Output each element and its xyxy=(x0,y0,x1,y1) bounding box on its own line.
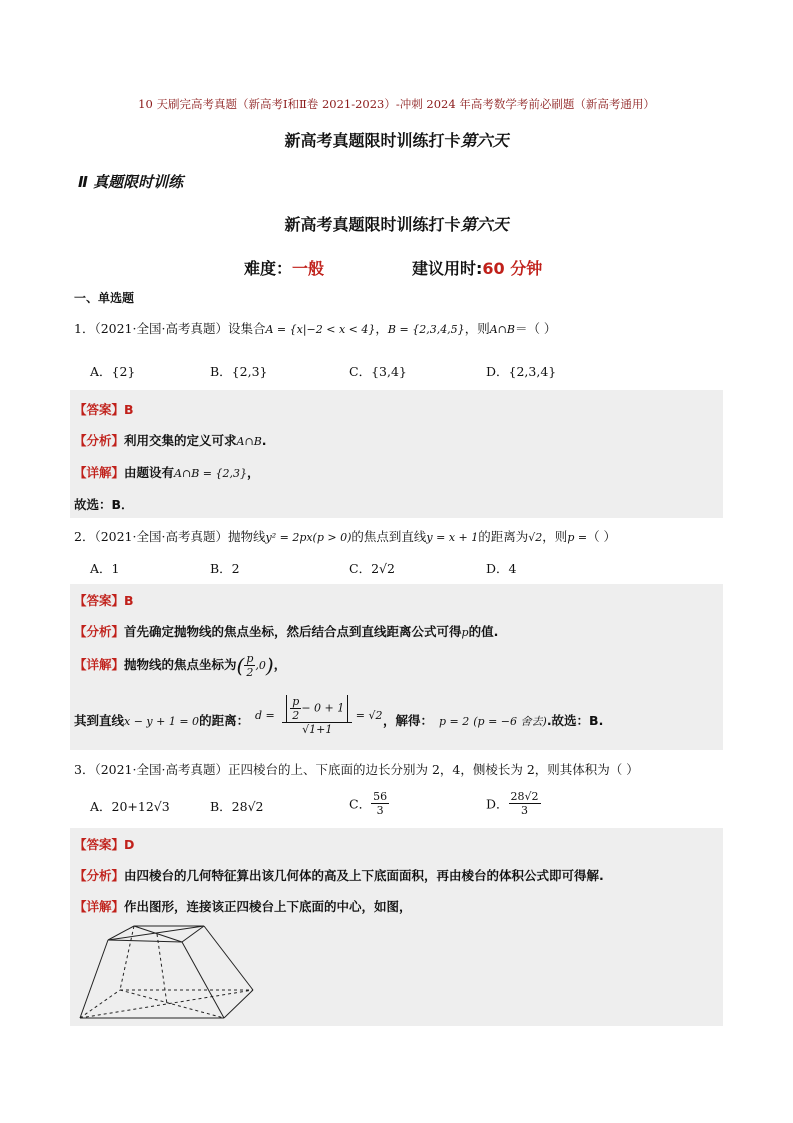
q2-analysis-expr: p xyxy=(461,626,469,639)
q2-d-abs xyxy=(286,695,348,722)
section-title-italic: 第六天 xyxy=(460,215,509,234)
q2-expr-b: y = x + 1 xyxy=(426,531,479,544)
section-title-main: 新高考真题限时训练打卡 xyxy=(284,215,461,234)
difficulty-value: 一般 xyxy=(292,259,325,278)
q2-source: （2021·全国·高考真题） xyxy=(94,529,228,544)
frustum-bottom-diagonal-2-hidden xyxy=(120,990,224,1018)
q2-analysis-tag: 【分析】 xyxy=(74,624,125,639)
q1-set-a: A = {x|−2 < x < 4} xyxy=(265,323,376,336)
q2-analysis xyxy=(74,622,498,640)
q1-answer xyxy=(74,400,134,418)
q2-d-num-tail: − 0 + 1 xyxy=(301,701,345,715)
q2-expr-d: p = xyxy=(567,531,588,544)
q3-option-d-frac xyxy=(509,790,541,817)
q1-analysis-expr: A∩B xyxy=(236,435,262,448)
time-value: 60 分钟 xyxy=(482,259,543,278)
q1-detail xyxy=(74,463,260,481)
q2-line2-a: 其到直线 xyxy=(74,713,125,728)
title-italic: 第六天 xyxy=(460,131,509,150)
q3-c-den: 3 xyxy=(376,804,384,817)
q2-stem-b: 的焦点到直线 xyxy=(351,529,427,544)
q3-source: （2021·全国·高考真题） xyxy=(94,762,228,777)
q2-d-num-b: 2 xyxy=(292,709,300,722)
frustum-lateral-front-right xyxy=(182,942,224,1018)
q2-number: 2． xyxy=(74,529,95,544)
q2-solve-expr: p = 2 xyxy=(439,715,470,728)
q3-answer xyxy=(74,835,134,853)
q3-analysis-tag: 【分析】 xyxy=(74,868,125,883)
q2-d-result: = √2 xyxy=(355,709,383,722)
q2-focus-num: p xyxy=(246,652,254,665)
q1-analysis xyxy=(74,431,267,449)
question-3 xyxy=(74,760,639,778)
frustum-lateral-back-left-hidden xyxy=(120,926,134,990)
q3-option-d-label: D． xyxy=(486,796,509,812)
frustum-bottom-diagonal-1-hidden xyxy=(80,990,253,1018)
q3-detail xyxy=(74,897,412,915)
q3-option-c-label: C． xyxy=(349,796,372,812)
q3-option-c-frac xyxy=(371,790,389,817)
q2-option-b: B．2 xyxy=(210,561,240,576)
q2-analysis-text: 首先确定抛物线的焦点坐标，然后结合点到直线距离公式可得 xyxy=(124,624,462,639)
document-subtitle: 10 天刷完高考真题（新高考Ⅰ和Ⅱ卷 2021-2023）-冲刺 2024 年高考数学考前必刷题（新高考通用） xyxy=(138,97,655,111)
q1-number: 1． xyxy=(74,321,95,336)
q3-detail-tag: 【详解】 xyxy=(74,899,125,914)
q2-stem-d: ，则 xyxy=(542,529,568,544)
q2-d-prefix: d = xyxy=(255,709,275,722)
q3-answer-tag: 【答案】 xyxy=(74,837,125,852)
frustum-lateral-back-right xyxy=(204,926,253,990)
q1-expr: A∩B xyxy=(489,323,515,336)
q3-option-b: B．28√2 xyxy=(210,799,264,814)
q1-answer-value: B xyxy=(124,402,134,417)
q1-analysis-end: . xyxy=(261,433,267,448)
frustum-top-edge-front xyxy=(108,940,182,942)
part-label: 一、单选题 xyxy=(74,291,135,305)
q1-analysis-text: 利用交集的定义可求 xyxy=(124,433,237,448)
q2-d-fraction xyxy=(282,695,352,736)
q2-focus-paren-open: ( xyxy=(236,653,245,678)
q2-d-numerator xyxy=(282,695,352,723)
title-main: 新高考真题限时训练打卡 xyxy=(284,131,461,150)
q3-option-d xyxy=(486,790,541,817)
q2-line2-b: 的距离： xyxy=(199,713,250,728)
q2-option-c: C．2√2 xyxy=(349,561,395,576)
time-label: 建议用时: xyxy=(412,259,483,278)
q2-focus-fraction xyxy=(244,652,255,679)
q3-detail-text: 作出图形，连接该正四棱台上下底面的中心，如图， xyxy=(124,899,412,914)
section-title xyxy=(0,212,793,235)
q2-solve-end: .故选：B. xyxy=(546,713,604,728)
q3-option-a: A．20+12√3 xyxy=(90,799,170,814)
q2-analysis-end: 的值. xyxy=(468,624,499,639)
frustum-lateral-front-left xyxy=(80,940,108,1018)
q1-option-b: B．{2,3} xyxy=(210,364,268,379)
q2-reject: (p = −6 舍去) xyxy=(473,715,547,728)
frustum-top-diagonal-2 xyxy=(134,926,182,942)
q1-detail-tag: 【详解】 xyxy=(74,465,125,480)
q2-stem-a: 抛物线 xyxy=(227,529,266,544)
q3-c-num: 56 xyxy=(373,790,388,803)
q1-source: （2021·全国·高考真题） xyxy=(94,321,228,336)
q1-detail-expr: A∩B = {2,3} xyxy=(174,467,247,480)
difficulty-label: 难度： xyxy=(244,259,293,278)
q2-expr-c: √2 xyxy=(528,531,543,544)
q2-focus-den: 2 xyxy=(246,666,254,679)
q3-analysis xyxy=(74,866,604,884)
q2-option-a: A．1 xyxy=(90,561,120,576)
q2-solution-result xyxy=(383,711,603,729)
q2-detail-tag: 【详解】 xyxy=(74,657,125,672)
q1-option-c: C．{3,4} xyxy=(349,364,407,379)
q1-analysis-tag: 【分析】 xyxy=(74,433,125,448)
q1-option-a: A．{2} xyxy=(90,364,136,379)
q1-conclusion: 故选：B． xyxy=(74,497,134,512)
q1-stem-a: 设集合 xyxy=(227,321,266,336)
q2-detail-end: ， xyxy=(273,657,287,672)
q2-focus-tail: ,0 xyxy=(255,659,266,672)
q1-answer-tag: 【答案】 xyxy=(74,402,125,417)
q3-d-den: 3 xyxy=(521,804,529,817)
q2-distance-intro xyxy=(74,711,249,729)
difficulty xyxy=(244,256,324,279)
q1-stem-d: ＝（ ） xyxy=(514,321,557,336)
question-2 xyxy=(74,527,616,545)
q2-distance-formula xyxy=(255,695,382,736)
q2-d-inner-frac xyxy=(290,695,301,722)
frustum-figure xyxy=(72,920,262,1022)
q2-answer xyxy=(74,591,134,609)
q1-solution-panel xyxy=(70,390,723,518)
frustum-bottom-edge-left-hidden xyxy=(80,990,120,1018)
section-heading: Ⅱ 真题限时训练 xyxy=(78,173,184,191)
q3-number: 3． xyxy=(74,762,95,777)
q2-stem-c: 的距离为 xyxy=(478,529,529,544)
q1-detail-end: ， xyxy=(246,465,260,480)
suggested-time xyxy=(412,256,542,279)
q3-d-num: 28√2 xyxy=(510,790,539,803)
question-1 xyxy=(74,319,556,337)
q2-answer-tag: 【答案】 xyxy=(74,593,125,608)
q2-d-num-a: p xyxy=(292,695,300,708)
q2-detail-text: 抛物线的焦点坐标为 xyxy=(124,657,237,672)
q3-stem: 正四棱台的上、下底面的边长分别为 2，4，侧棱长为 2，则其体积为（ ） xyxy=(227,762,639,777)
q2-stem-e: （ ） xyxy=(587,529,617,544)
q2-solve-label: ，解得： xyxy=(383,713,434,728)
q2-answer-value: B xyxy=(124,593,134,608)
q2-expr-a: y² = 2px(p > 0) xyxy=(265,531,352,544)
q3-option-c xyxy=(349,790,389,817)
q2-d-den: √1+1 xyxy=(302,723,333,736)
q1-set-b: B = {2,3,4,5} xyxy=(387,323,465,336)
q3-analysis-text: 由四棱台的几何特征算出该几何体的高及上下底面面积，再由棱台的体积公式即可得解. xyxy=(124,868,604,883)
document-title xyxy=(0,128,793,151)
q2-line2-expr: x − y + 1 = 0 xyxy=(124,715,200,728)
q2-focus-paren-close: ) xyxy=(265,653,274,678)
q1-stem-b: ， xyxy=(375,321,388,336)
q1-detail-text: 由题设有 xyxy=(124,465,175,480)
q3-answer-value: D xyxy=(124,837,135,852)
q1-option-d: D．{2,3,4} xyxy=(486,364,557,379)
frustum-axis-hidden xyxy=(157,934,167,1004)
q1-stem-c: ，则 xyxy=(464,321,490,336)
q2-option-d: D．4 xyxy=(486,561,517,576)
q2-detail xyxy=(74,652,286,679)
